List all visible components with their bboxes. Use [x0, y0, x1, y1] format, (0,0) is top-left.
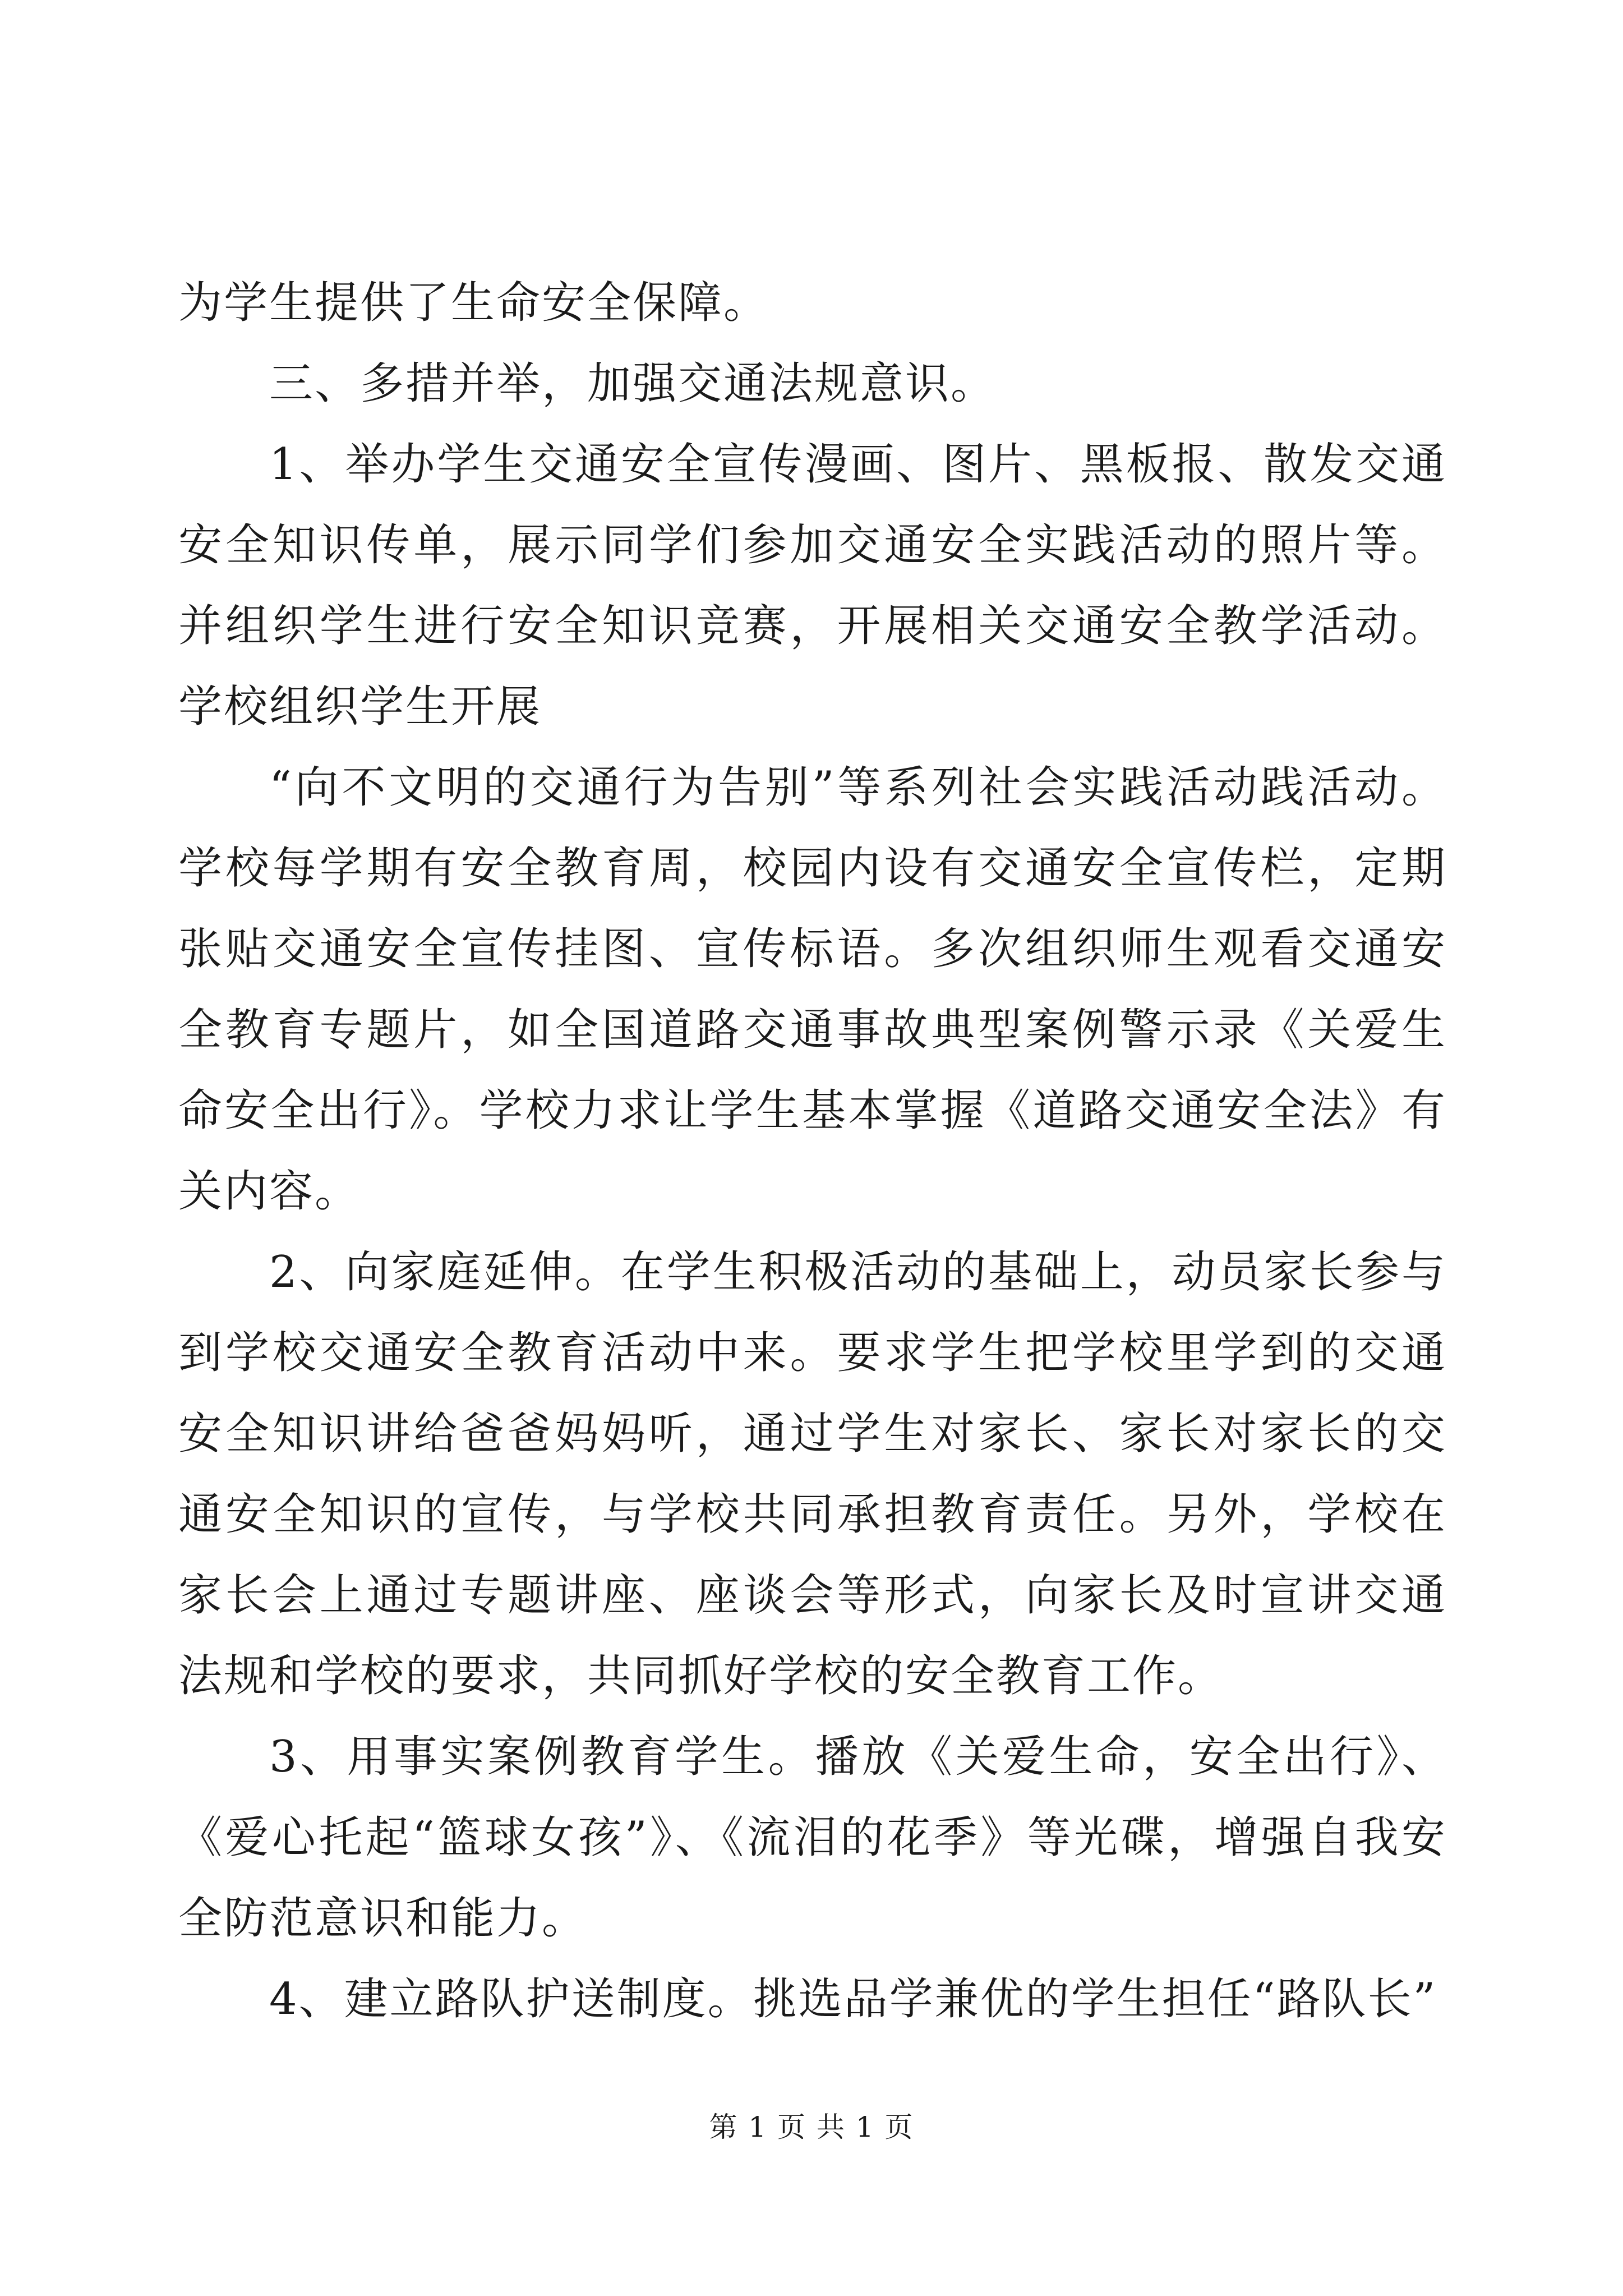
paragraph-item-3: 3、用事实案例教育学生。播放《关爱生命，安全出行》、《爱心托起“篮球女孩”》、《流泪的花季》等光碟，增强自我安全防范意识和能力。: [178, 1732, 1447, 1944]
paragraph-item-2: 2、向家庭延伸。在学生积极活动的基础上，动员家长参与到学校交通安全教育活动中来。要求学生把学校里学到的交通安全知识讲给爸爸妈妈听，通过学生对家长、家长对家长的交通安全知识的宣传，与学校共同承担教育责任。另外，学校在家长会上通过专题讲座、座谈会等形式，向家长及时宣讲交通法规和学校的要求，共同抓好学校的安全教育工作。: [178, 1247, 1447, 1701]
paragraph-1: 为学生提供了生命安全保障。: [178, 278, 769, 328]
document-body: [178, 263, 1447, 2040]
section-heading-3: 三、多措并举，加强交通法规意识。: [269, 358, 997, 409]
paragraph-item-1: 1、举办学生交通安全宣传漫画、图片、黑板报、散发交通安全知识传单，展示同学们参加交通安全实践活动的照片等。并组织学生进行安全知识竞赛，开展相关交通安全教学活动。学校组织学生开展: [178, 439, 1447, 732]
page-number-label: 第 1 页 共 1 页: [709, 2111, 914, 2143]
paragraph-item-4: 4、建立路队护送制度。挑选品学兼优的学生担任“路队长”: [269, 1974, 1437, 2024]
page-footer: [0, 2110, 1623, 2144]
paragraph-continuation: “向不文明的交通行为告别”等系列社会实践活动践活动。学校每学期有安全教育周，校园内设有交通安全宣传栏，定期张贴交通安全宣传挂图、宣传标语。多次组织师生观看交通安全教育专题片，如全国道路交通事故典型案例警示录《关爱生命安全出行》。学校力求让学生基本掌握《道路交通安全法》有关内容。: [178, 762, 1447, 1217]
